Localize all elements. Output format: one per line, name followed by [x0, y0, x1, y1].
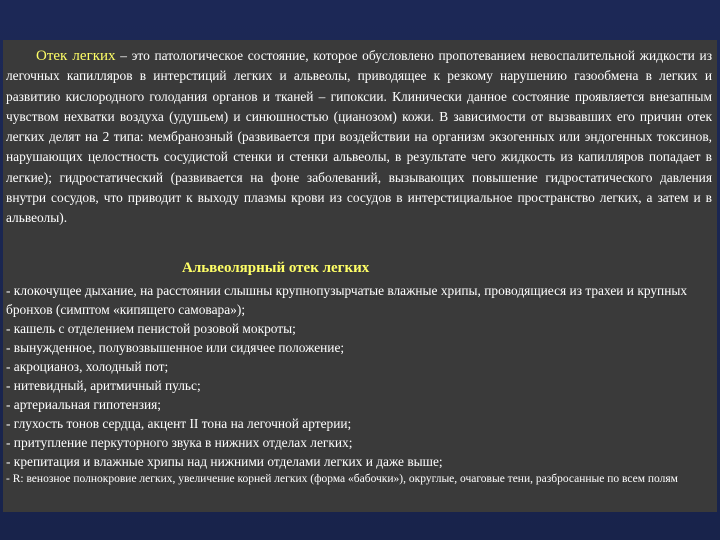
- list-item: - кашель с отделением пенистой розовой мокроты;: [6, 321, 296, 336]
- intro-text: – это патологическое состояние, которое обусловлено пропотеванием невоспалительной жидкости из легочных капилляров в интерстиций легких и альвеолы, приводящее к резкому нарушению газообмена в легких и развитию кислородного голодания органов и тканей – гипоксии. Клинически данное состояние проявляется внезапным чувством нехватки воздуха (удушьем) и синюшностью (цианозом) кожи. В зависимости от вызвавших его причин отек легких делят на 2 типа: мембранозный (развивается при воздействии на организм экзогенных или эндогенных токсинов, нарушающих целостность сосудистой стенки и стенки альвеолы, в результате чего жидкость из капилляров попадает в легкие); гидростатический (развивается на фоне заболеваний, вызывающих повышение гидростатического давления внутри сосудов, что приводит к выходу плазмы крови из сосудов в интерстициальное пространство легких, а затем и в альвеолы).: [6, 48, 712, 226]
- symptom-list: [6, 281, 712, 489]
- list-item: - крепитация и влажные хрипы над нижними отделами легких и даже выше;: [6, 454, 443, 469]
- intro-term: Отек легких: [36, 48, 116, 64]
- list-item: - вынужденное, полувозвышенное или сидячее положение;: [6, 340, 345, 355]
- list-item: - R: венозное полнокровие легких, увеличение корней легких (форма «бабочки»), округлые, очаговые тени, разбросанные по всем полям: [6, 473, 678, 485]
- list-item: - нитевидный, аритмичный пульс;: [6, 378, 201, 393]
- list-item: - артериальная гипотензия;: [6, 397, 162, 412]
- intro-paragraph: [6, 46, 712, 229]
- list-item: - глухость тонов сердца, акцент II тона на легочной артерии;: [6, 416, 352, 431]
- list-item: - клокочущее дыхание, на расстоянии слышны крупнопузырчатые влажные хрипы, проводящиеся из трахеи и крупных бронхов (симптом «кипящего самовара»);: [6, 283, 688, 317]
- section-heading: Альвеолярный отек легких: [182, 260, 370, 276]
- list-item: - притупление перкуторного звука в нижних отделах легких;: [6, 435, 353, 450]
- list-item: - акроцианоз, холодный пот;: [6, 359, 169, 374]
